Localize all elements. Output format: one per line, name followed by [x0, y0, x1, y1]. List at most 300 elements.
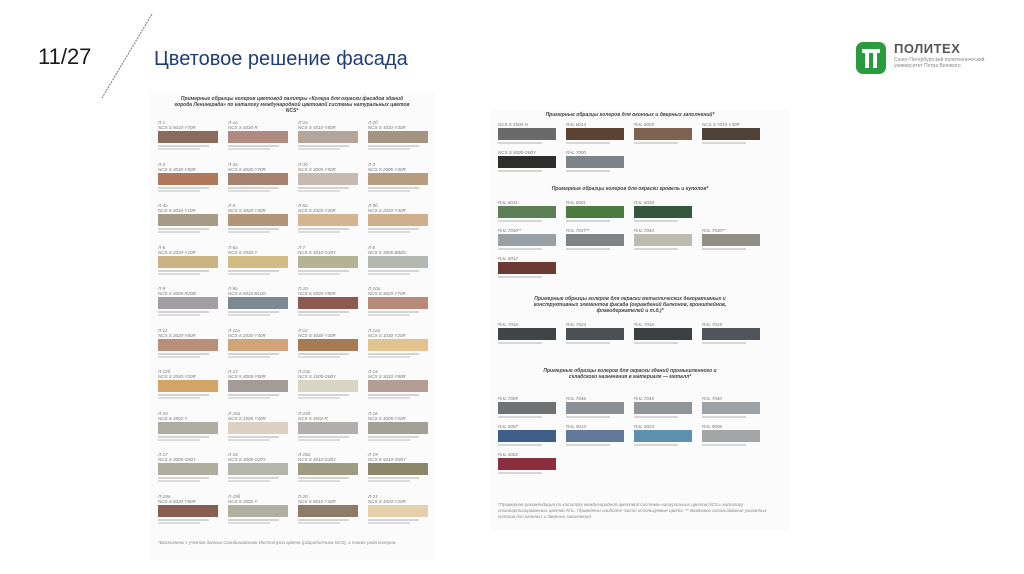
sample-code: Л-20 [298, 493, 308, 499]
color-sample [498, 228, 556, 250]
color-sample [702, 424, 760, 446]
sample-ncs-code: NCS S 4030-Y30R [298, 332, 336, 338]
fine-print-line [566, 416, 610, 418]
color-swatch [566, 402, 624, 414]
fine-print-line [566, 142, 610, 144]
fine-print-line [158, 522, 200, 524]
color-sample [228, 203, 288, 233]
sample-code: Л-19а [158, 493, 171, 499]
sample-code: RAL 8014 [566, 122, 586, 127]
sample-code: Л-10а [368, 286, 381, 291]
color-sample [634, 200, 692, 222]
fine-print-line [498, 472, 542, 474]
color-swatch [634, 128, 692, 140]
color-swatch [158, 505, 218, 517]
fine-print-line [298, 522, 340, 524]
sample-code: Л-4а [158, 203, 168, 208]
sample-ncs-code: NCS S 4010-G30Y [298, 457, 337, 462]
fine-print-line [368, 190, 410, 192]
fine-print-line [298, 270, 349, 272]
fine-print-line [298, 353, 349, 355]
fine-print-line [702, 342, 746, 344]
fine-print-line [158, 228, 209, 230]
color-sample [368, 494, 428, 524]
sample-ncs-code: NCS S 1030-Y20R [368, 332, 406, 338]
sample-code: Л-5б [368, 203, 378, 208]
fine-print-line [158, 311, 209, 313]
color-swatch [498, 128, 556, 140]
color-sample [298, 245, 358, 275]
color-swatch [158, 256, 218, 268]
color-swatch [498, 156, 556, 168]
sample-ncs-code: NCS S 3005-Y50R [298, 166, 336, 172]
color-swatch [158, 380, 218, 392]
fine-print-line [634, 248, 678, 250]
color-swatch [368, 131, 428, 143]
sample-code: Л-9а [228, 286, 238, 291]
sample-code: Л-16 [368, 410, 378, 416]
color-sample [228, 162, 288, 192]
logo [856, 40, 1006, 80]
fine-print-line [566, 444, 610, 446]
color-swatch [368, 297, 428, 309]
ncs-palette-document [150, 92, 435, 560]
fine-print-line [228, 231, 270, 233]
sample-code: RAL 7005 [498, 396, 518, 401]
color-swatch [498, 402, 556, 414]
sample-ncs-code: NCS S 2030-Y [228, 249, 258, 255]
fine-print-line [498, 220, 542, 222]
color-swatch [228, 256, 288, 268]
color-sample [498, 122, 556, 144]
color-swatch [498, 262, 556, 274]
sample-code: RAL 9006 [702, 424, 722, 429]
color-sample [634, 228, 692, 250]
logo-subtitle: Санкт-Петербургский политехнический университет Петра Великого [894, 57, 985, 69]
sample-code: RAL 7016 [634, 322, 654, 327]
fine-print-line [298, 519, 349, 521]
color-sample [634, 396, 692, 418]
sample-code: Л-19 [368, 452, 378, 457]
sample-ncs-code: NCS S 4005-R20B [158, 291, 196, 296]
sample-code: Л-21 [368, 493, 378, 499]
color-sample [228, 452, 288, 482]
fine-print-line [368, 519, 419, 521]
sample-ncs-code: NCS S 4005-Y80R [228, 374, 266, 379]
fine-print-line [158, 231, 200, 233]
fine-print-line [158, 356, 200, 358]
sample-code: RAL 5024 [634, 424, 654, 429]
color-swatch [498, 430, 556, 442]
color-sample [498, 396, 556, 418]
color-sample [298, 494, 358, 524]
color-swatch [158, 131, 218, 143]
color-sample [566, 122, 624, 144]
sample-code: NCS S 5500-N [498, 122, 528, 127]
color-swatch [298, 505, 358, 517]
sample-code: Л-12 [298, 327, 308, 333]
sample-code: RAL 7040 [702, 396, 722, 401]
sample-ncs-code: NCS S 4020-Y30R [228, 208, 266, 213]
color-swatch [702, 328, 760, 340]
color-sample [298, 369, 358, 399]
fine-print-line [298, 231, 340, 233]
sample-ncs-code: NCS S 5020-Y80R [158, 498, 196, 504]
color-sample [298, 452, 358, 482]
fine-print-line [702, 444, 746, 446]
sample-code: Л-9 [158, 286, 166, 291]
color-sample [368, 120, 428, 150]
fine-print-line [158, 187, 209, 189]
fine-print-line [702, 416, 746, 418]
sample-ncs-code: NCS S 3010-G30Y [298, 249, 337, 255]
sample-ncs-code: NCS S 3502-R [298, 415, 328, 421]
color-sample [498, 322, 556, 344]
fine-print-line [158, 436, 209, 438]
sample-ncs-code: NCS S 1020-Y20R [368, 498, 406, 504]
fine-print-line [298, 145, 349, 147]
color-sample [368, 369, 428, 399]
fine-print-line [158, 439, 200, 441]
color-swatch [634, 234, 692, 246]
sample-code: Л-12б [158, 369, 171, 374]
fine-print-line [566, 342, 610, 344]
color-sample [228, 286, 288, 316]
color-sample [498, 452, 556, 474]
sample-ncs-code: NCS S 3030-Y50R [158, 166, 196, 172]
color-sample [368, 411, 428, 441]
color-swatch [702, 430, 760, 442]
fine-print-line [228, 353, 279, 355]
color-sample [158, 494, 218, 524]
color-sample [368, 162, 428, 192]
fine-print-line [634, 444, 678, 446]
fine-print-line [368, 394, 419, 396]
sample-ncs-code: NCS S 3502-Y [228, 498, 258, 504]
color-swatch [634, 328, 692, 340]
fine-print-line [566, 248, 610, 250]
fine-print-line [368, 187, 419, 189]
color-swatch [228, 214, 288, 226]
fine-print-line [498, 170, 542, 172]
color-swatch [368, 214, 428, 226]
sample-code: Л-6а [228, 244, 238, 250]
sample-code: Л-1а [228, 120, 238, 125]
color-sample [634, 122, 692, 144]
color-sample [566, 200, 624, 222]
color-swatch [702, 128, 760, 140]
fine-print-line [498, 142, 542, 144]
sample-code: Л-18 [228, 452, 238, 457]
color-swatch [368, 339, 428, 351]
fine-print-line [368, 397, 410, 399]
fine-print-line [368, 356, 410, 358]
sample-ncs-code: NCS S 5010-Y70R [158, 125, 196, 130]
fine-print-line [228, 187, 279, 189]
sample-code: RAL 7044 [634, 228, 654, 233]
color-swatch [368, 380, 428, 392]
sample-code: Л-5 [228, 203, 236, 208]
fine-print-line [158, 480, 200, 482]
color-sample [498, 150, 556, 172]
color-swatch [298, 463, 358, 475]
sample-code: Л-14 [368, 369, 378, 374]
color-sample [368, 286, 428, 316]
fine-print-line [228, 314, 270, 316]
fine-print-line [634, 220, 678, 222]
fine-print-line [298, 311, 349, 313]
color-sample [298, 203, 358, 233]
color-swatch [298, 173, 358, 185]
sample-code: Л-11 [158, 327, 168, 333]
section-heading: Примерные образцы колеров для оконных и дверных заполнений* [545, 112, 715, 118]
color-swatch [498, 458, 556, 470]
color-sample [368, 245, 428, 275]
sample-code: Л-13а [298, 369, 311, 374]
sample-code: RAL 5007 [498, 424, 518, 429]
color-swatch [566, 128, 624, 140]
color-swatch [298, 380, 358, 392]
color-swatch [228, 339, 288, 351]
color-swatch [498, 328, 556, 340]
fine-print-line [228, 145, 279, 147]
sample-ncs-code: NCS S 3020-Y60R [158, 332, 196, 338]
sample-ncs-code: NCS S 5010-Y30R [298, 498, 336, 504]
fine-print-line [228, 436, 279, 438]
color-swatch [158, 214, 218, 226]
color-sample [566, 150, 624, 172]
sample-ncs-code: NCS S 2020-Y10R [158, 249, 196, 255]
color-sample [228, 120, 288, 150]
color-sample [228, 369, 288, 399]
fine-print-line [298, 480, 340, 482]
fine-print-line [228, 519, 279, 521]
ral-footnote: *Примерная рекомендация по каталогу международной цветовой системы натуральных цветов NCS и каталогу стандартизированных цветов RAL. Приведены наиболее часто используемые цвета. ** Возможно использование указанных колеров для оконных и дверных заполнений. [498, 502, 767, 519]
fine-print-line [702, 142, 746, 144]
fine-print-line [368, 270, 419, 272]
color-sample [158, 162, 218, 192]
sample-code: RAL 8012 [498, 256, 518, 261]
color-swatch [634, 206, 692, 218]
fine-print-line [498, 248, 542, 250]
fine-print-line [298, 397, 340, 399]
color-swatch [368, 173, 428, 185]
color-swatch [298, 131, 358, 143]
fine-print-line [228, 270, 279, 272]
sample-code: RAL 7000 [566, 150, 586, 155]
color-swatch [158, 339, 218, 351]
color-sample [298, 162, 358, 192]
color-swatch [298, 339, 358, 351]
color-sample [228, 411, 288, 441]
sample-code: Л-5а [298, 203, 308, 208]
color-sample [228, 245, 288, 275]
color-swatch [498, 206, 556, 218]
sample-code: Л-6 [158, 244, 166, 250]
sample-code: RAL 7024 [566, 322, 586, 327]
fine-print-line [368, 522, 410, 524]
fine-print-line [368, 436, 419, 438]
color-sample [228, 328, 288, 358]
fine-print-line [298, 228, 349, 230]
color-sample [566, 322, 624, 344]
sample-code: Л-3а [228, 161, 238, 167]
color-swatch [368, 422, 428, 434]
sample-code: RAL 4002 [498, 452, 518, 457]
slide-number: 11/27 [38, 44, 92, 69]
sample-ncs-code: NCS S 1505-Y40R [228, 415, 266, 421]
fine-print-line [298, 477, 349, 479]
fine-print-line [228, 356, 270, 358]
color-swatch [702, 402, 760, 414]
fine-print-line [228, 190, 270, 192]
ncs-footnote: *Выполнены с учетом данных Скандинавского Института Цвета (разработчика NCS), а также ряда колеров. [158, 540, 397, 545]
fine-print-line [228, 522, 270, 524]
color-sample [566, 424, 624, 446]
color-swatch [634, 402, 692, 414]
color-sample [158, 245, 218, 275]
fine-print-line [158, 394, 209, 396]
fine-print-line [566, 220, 610, 222]
sample-code: Л-12а [368, 327, 381, 333]
sample-ncs-code: NCS S 4030-R [228, 125, 258, 130]
sample-code: RAL 7045 [634, 396, 654, 401]
sample-code: RAL 7037** [566, 228, 590, 233]
color-sample [158, 120, 218, 150]
fine-print-line [634, 142, 678, 144]
fine-print-line [368, 480, 410, 482]
fine-print-line [368, 145, 419, 147]
sample-ncs-code: NCS S 4020-Y70R [228, 166, 266, 172]
sample-code: NCS S 9005-G80Y [498, 150, 537, 155]
fine-print-line [158, 353, 209, 355]
color-sample [634, 322, 692, 344]
color-swatch [158, 422, 218, 434]
color-sample [298, 411, 358, 441]
color-sample [498, 200, 556, 222]
color-sample [158, 286, 218, 316]
logo-icon [856, 42, 886, 74]
color-swatch [228, 131, 288, 143]
color-swatch [702, 234, 760, 246]
color-sample [158, 411, 218, 441]
sample-code: RAL 7040** [498, 228, 522, 233]
sample-code: RAL 7016 [498, 322, 518, 327]
sample-ncs-code: NCS S 3020-Y70R [368, 291, 406, 296]
sample-code: Л-8 [368, 244, 376, 250]
logo-name: ПОЛИТЕХ [894, 41, 961, 56]
sample-ncs-code: NCS S 1505-G80Y [298, 374, 337, 379]
color-sample [158, 369, 218, 399]
sample-ncs-code: NCS S 3010-Y80R [368, 374, 406, 379]
color-sample [498, 256, 556, 278]
color-sample [298, 286, 358, 316]
sample-code: Л-2б [368, 120, 378, 125]
color-swatch [298, 297, 358, 309]
fine-print-line [368, 353, 419, 355]
fine-print-line [228, 228, 279, 230]
sample-ncs-code: NCS S 2020-Y40R [368, 208, 406, 213]
sample-code: RAL 5014 [566, 424, 586, 429]
fine-print-line [228, 148, 270, 150]
color-swatch [566, 328, 624, 340]
color-swatch [566, 430, 624, 442]
fine-print-line [158, 273, 200, 275]
sample-ncs-code: NCS S 4010-Y10R [158, 208, 196, 213]
sample-ncs-code: NCS S 2020-Y30R [298, 208, 336, 213]
color-swatch [228, 422, 288, 434]
color-sample [566, 228, 624, 250]
sample-code: Л-10 [298, 286, 308, 291]
fine-print-line [368, 314, 410, 316]
fine-print-line [368, 273, 410, 275]
sample-ncs-code: NCS S 3005-G50Y [158, 457, 197, 462]
sample-ncs-code: NCS S 4010-Y30R [368, 125, 406, 130]
color-sample [158, 328, 218, 358]
sample-code: Л-18а [298, 452, 311, 457]
color-swatch [298, 214, 358, 226]
color-sample [158, 452, 218, 482]
color-sample [368, 203, 428, 233]
fine-print-line [634, 342, 678, 344]
fine-print-line [228, 397, 270, 399]
fine-print-line [298, 190, 340, 192]
sample-code: Л-15б [298, 410, 311, 416]
fine-print-line [498, 342, 542, 344]
fine-print-line [702, 248, 746, 250]
fine-print-line [298, 356, 340, 358]
sample-code: RAL 6001 [566, 200, 586, 205]
sample-ncs-code: NCS S 4005-Y20R [368, 415, 406, 421]
color-swatch [228, 505, 288, 517]
fine-print-line [368, 148, 410, 150]
fine-print-line [298, 314, 340, 316]
sample-code: Л-15а [228, 410, 241, 416]
sample-ncs-code: NCS S 2005-Y30R [368, 166, 406, 172]
fine-print-line [298, 148, 340, 150]
fine-print-line [298, 439, 340, 441]
color-swatch [498, 234, 556, 246]
sample-code: Л-3б [298, 161, 308, 167]
fine-print-line [158, 314, 200, 316]
fine-print-line [368, 439, 410, 441]
color-swatch [634, 430, 692, 442]
color-swatch [368, 256, 428, 268]
page-title: Цветовое решение фасада [154, 48, 408, 70]
color-swatch [566, 156, 624, 168]
fine-print-line [158, 397, 200, 399]
fine-print-line [368, 311, 419, 313]
color-swatch [228, 297, 288, 309]
sample-code: Л-3 [158, 161, 166, 167]
ncs-palette-heading: Примерные образцы колеров цветовой палитры «Колера для окраски фасадов зданий города Ленинграда» по каталогу международной цветовой системы натуральных цветов NCS* [174, 96, 410, 114]
color-sample [298, 120, 358, 150]
fine-print-line [566, 170, 610, 172]
sample-ncs-code: NCS S 5020-Y80R [298, 291, 336, 296]
fine-print-line [368, 231, 410, 233]
fine-print-line [368, 477, 419, 479]
sample-ncs-code: NCS S 5010-G90Y [368, 457, 407, 462]
fine-print-line [158, 519, 209, 521]
section-heading: Примерные образцы колеров для окраски металлических декоративных и конструктивных элементов фасада (ограждений балконов, кронштейнов, флагодержателей и т.д.)* [533, 296, 727, 314]
fine-print-line [368, 228, 419, 230]
fine-print-line [298, 187, 349, 189]
fine-print-line [158, 145, 209, 147]
color-sample [634, 424, 692, 446]
sample-ncs-code: NCS S 3005-G20Y [228, 457, 267, 462]
fine-print-line [298, 436, 349, 438]
color-sample [702, 396, 760, 418]
